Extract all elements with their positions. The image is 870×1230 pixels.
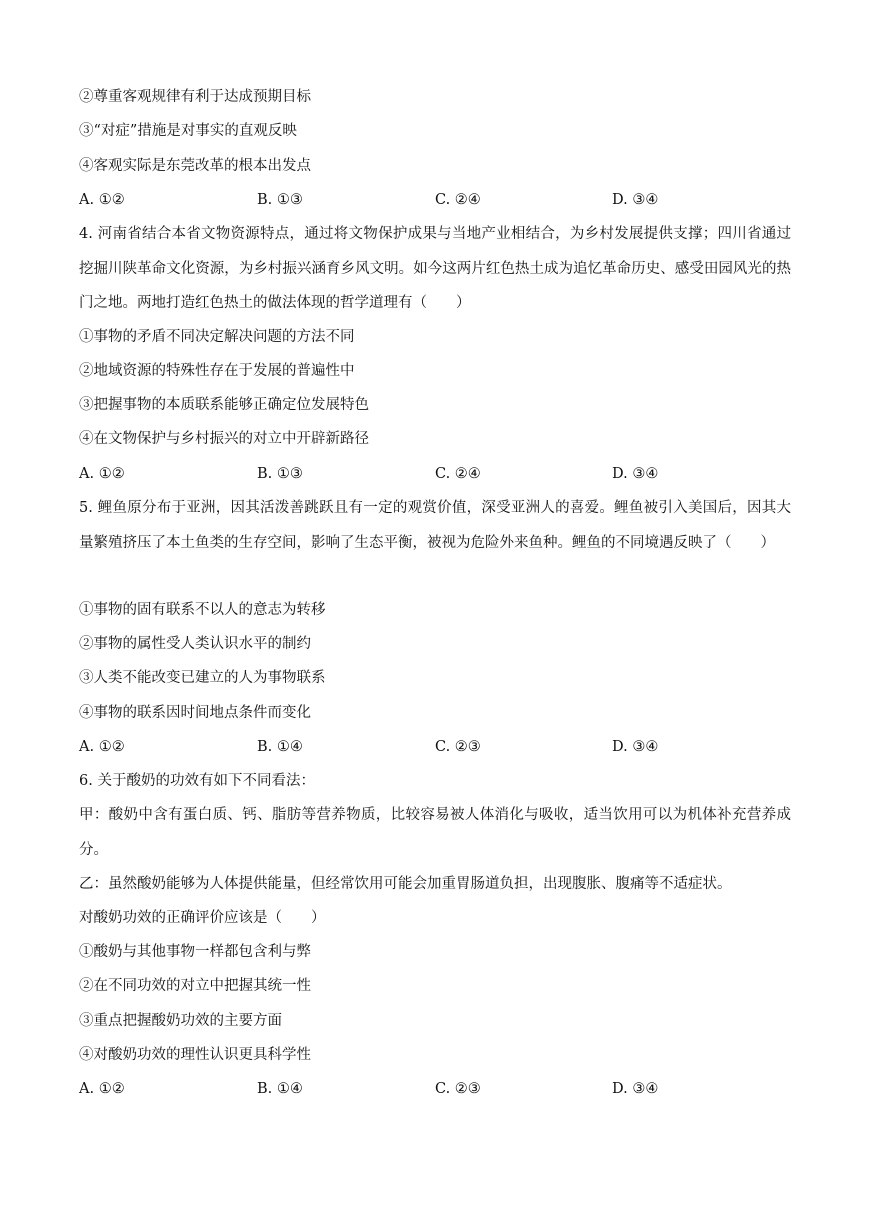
q6-stem: 6. 关于酸奶的功效有如下不同看法：: [79, 773, 315, 789]
q6-options: [79, 1079, 791, 1099]
q4-options: [79, 464, 791, 484]
q5-statement-2: ②事物的属性受人类认识水平的制约: [79, 636, 311, 652]
q3-options: [79, 190, 791, 210]
q6-view-b: 乙：虽然酸奶能够为人体提供能量，但经常饮用可能会加重胃肠道负担，出现腹胀、腹痛等不适症状。: [79, 876, 732, 892]
q5-option-c: C. ②③: [435, 739, 481, 755]
q5-stem: 5. 鲤鱼原分布于亚洲，因其活泼善跳跃且有一定的观赏价值，深受亚洲人的喜爱。鲤鱼被引入美国后，因其大量繁殖挤压了本土鱼类的生存空间，影响了生态平衡，被视为危险外来鱼种。鲤鱼的不同境遇反映了（ ）: [79, 500, 791, 551]
q4-statement-4: ④在文物保护与乡村振兴的对立中开辟新路径: [79, 431, 369, 447]
q5-option-b: B. ①④: [257, 739, 303, 755]
q4-statement-1: ①事物的矛盾不同决定解决问题的方法不同: [79, 329, 355, 345]
q3-statement-2: ②尊重客观规律有利于达成预期目标: [79, 89, 311, 105]
q4-option-c: C. ②④: [435, 466, 481, 482]
q6-option-d: D. ③④: [612, 1081, 659, 1097]
q3-option-a: A. ①②: [79, 192, 125, 208]
q5-options: [79, 737, 791, 757]
q6-view-a: 甲：酸奶中含有蛋白质、钙、脂肪等营养物质，比较容易被人体消化与吸收，适当饮用可以为机体补充营养成分。: [79, 807, 791, 858]
q5-option-a: A. ①②: [79, 739, 125, 755]
q3-option-b: B. ①③: [257, 192, 303, 208]
q3-option-c: C. ②④: [435, 192, 481, 208]
q6-statement-2: ②在不同功效的对立中把握其统一性: [79, 978, 311, 994]
q3-statement-4: ④客观实际是东莞改革的根本出发点: [79, 158, 311, 174]
q6-option-c: C. ②③: [435, 1081, 481, 1097]
q5-option-d: D. ③④: [612, 739, 659, 755]
q4-option-b: B. ①③: [257, 466, 303, 482]
q6-option-b: B. ①④: [257, 1081, 303, 1097]
q3-statement-3: ③“对症”措施是对事实的直观反映: [79, 123, 297, 139]
q5-statement-4: ④事物的联系因时间地点条件而变化: [79, 705, 311, 721]
q5-statement-1: ①事物的固有联系不以人的意志为转移: [79, 602, 326, 618]
q6-statement-1: ①酸奶与其他事物一样都包含利与弊: [79, 944, 311, 960]
q4-statement-3: ③把握事物的本质联系能够正确定位发展特色: [79, 397, 369, 413]
q4-statement-2: ②地域资源的特殊性存在于发展的普遍性中: [79, 363, 355, 379]
q6-statement-3: ③重点把握酸奶功效的主要方面: [79, 1013, 282, 1029]
q3-option-d: D. ③④: [612, 192, 659, 208]
q6-statement-4: ④对酸奶功效的理性认识更具科学性: [79, 1047, 311, 1063]
q4-stem: 4. 河南省结合本省文物资源特点，通过将文物保护成果与当地产业相结合，为乡村发展提供支撑；四川省通过挖掘川陕革命文化资源，为乡村振兴涵育乡风文明。如今这两片红色热土成为追忆革命历史、感受田园风光的热门之地。两地打造红色热土的做法体现的哲学道理有（ ）: [79, 226, 791, 311]
q4-option-a: A. ①②: [79, 466, 125, 482]
q6-question: 对酸奶功效的正确评价应该是（ ）: [79, 910, 326, 926]
q4-option-d: D. ③④: [612, 466, 659, 482]
q5-statement-3: ③人类不能改变已建立的人为事物联系: [79, 670, 326, 686]
q6-option-a: A. ①②: [79, 1081, 125, 1097]
